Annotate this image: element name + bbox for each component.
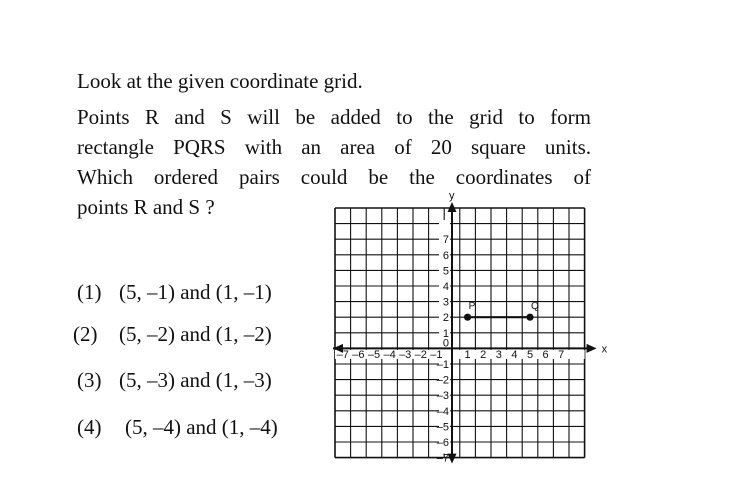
- prompt-line: points R and S ?: [77, 195, 215, 219]
- point-label-p: P: [468, 301, 476, 313]
- answer-choice-4[interactable]: [77, 413, 278, 441]
- x-axis-label: x: [601, 343, 608, 356]
- y-tick-label: –5: [436, 421, 449, 434]
- prompt-line: Which ordered pairs could be the coordinates of: [77, 165, 591, 189]
- choice-number: (4): [77, 415, 102, 439]
- y-tick-label: 5: [442, 265, 449, 278]
- answer-choice-2[interactable]: [73, 320, 272, 348]
- y-tick-label: –3: [436, 390, 449, 403]
- point-q: [526, 314, 533, 321]
- x-tick-label: 6: [542, 348, 549, 361]
- answer-choice-1[interactable]: [77, 278, 272, 306]
- origin-label: 0: [442, 337, 449, 350]
- y-tick-label: –1: [436, 359, 449, 371]
- y-tick-label: 4: [442, 281, 449, 293]
- choice-text: (5, –1) and (1, –1): [119, 280, 272, 304]
- choice-text: (5, –3) and (1, –3): [119, 368, 272, 392]
- x-tick-label: –1: [430, 348, 443, 361]
- choice-text: (5, –2) and (1, –2): [119, 322, 272, 346]
- x-tick-label: 5: [526, 348, 534, 361]
- choice-number: (3): [77, 368, 102, 392]
- x-tick-label: –3: [399, 348, 412, 361]
- x-tick-label: –5: [367, 348, 381, 361]
- x-tick-label: –6: [352, 348, 365, 361]
- point-label-q: Q: [531, 301, 539, 313]
- question-intro: Look at the given coordinate grid.: [77, 69, 363, 93]
- x-tick-label: 7: [558, 348, 565, 361]
- y-tick-label: 6: [442, 249, 449, 262]
- x-tick-label: –4: [383, 348, 396, 361]
- prompt-line: rectangle PQRS with an area of 20 square units.: [77, 135, 591, 159]
- choice-text: (5, –4) and (1, –4): [125, 415, 278, 439]
- y-tick-label: –7: [436, 452, 449, 465]
- y-tick-label: 2: [442, 312, 449, 325]
- coordinate-grid: [330, 190, 608, 465]
- x-tick-label: –7: [336, 348, 349, 361]
- answer-choice-3[interactable]: [77, 366, 272, 394]
- prompt-line: Points R and S will be added to the grid to form: [77, 105, 591, 129]
- y-tick-label: 1: [442, 327, 449, 340]
- x-tick-label: 2: [480, 348, 487, 361]
- choice-number: (1): [77, 280, 102, 304]
- y-tick-label: –2: [436, 374, 449, 387]
- y-tick-label: 3: [442, 296, 449, 309]
- y-tick-label: –4: [436, 405, 449, 418]
- x-tick-label: 1: [464, 348, 471, 361]
- y-axis-label: y: [449, 190, 455, 202]
- x-axis-arrow-right: [587, 344, 597, 353]
- x-tick-label: 4: [511, 348, 518, 361]
- x-tick-label: –2: [414, 348, 427, 361]
- y-axis-arrow-up: [448, 202, 457, 212]
- choice-number: (2): [73, 322, 98, 346]
- y-tick-label: –6: [436, 437, 449, 449]
- point-p: [464, 314, 471, 321]
- y-tick-label: 7: [442, 234, 449, 247]
- x-tick-label: 3: [495, 348, 502, 361]
